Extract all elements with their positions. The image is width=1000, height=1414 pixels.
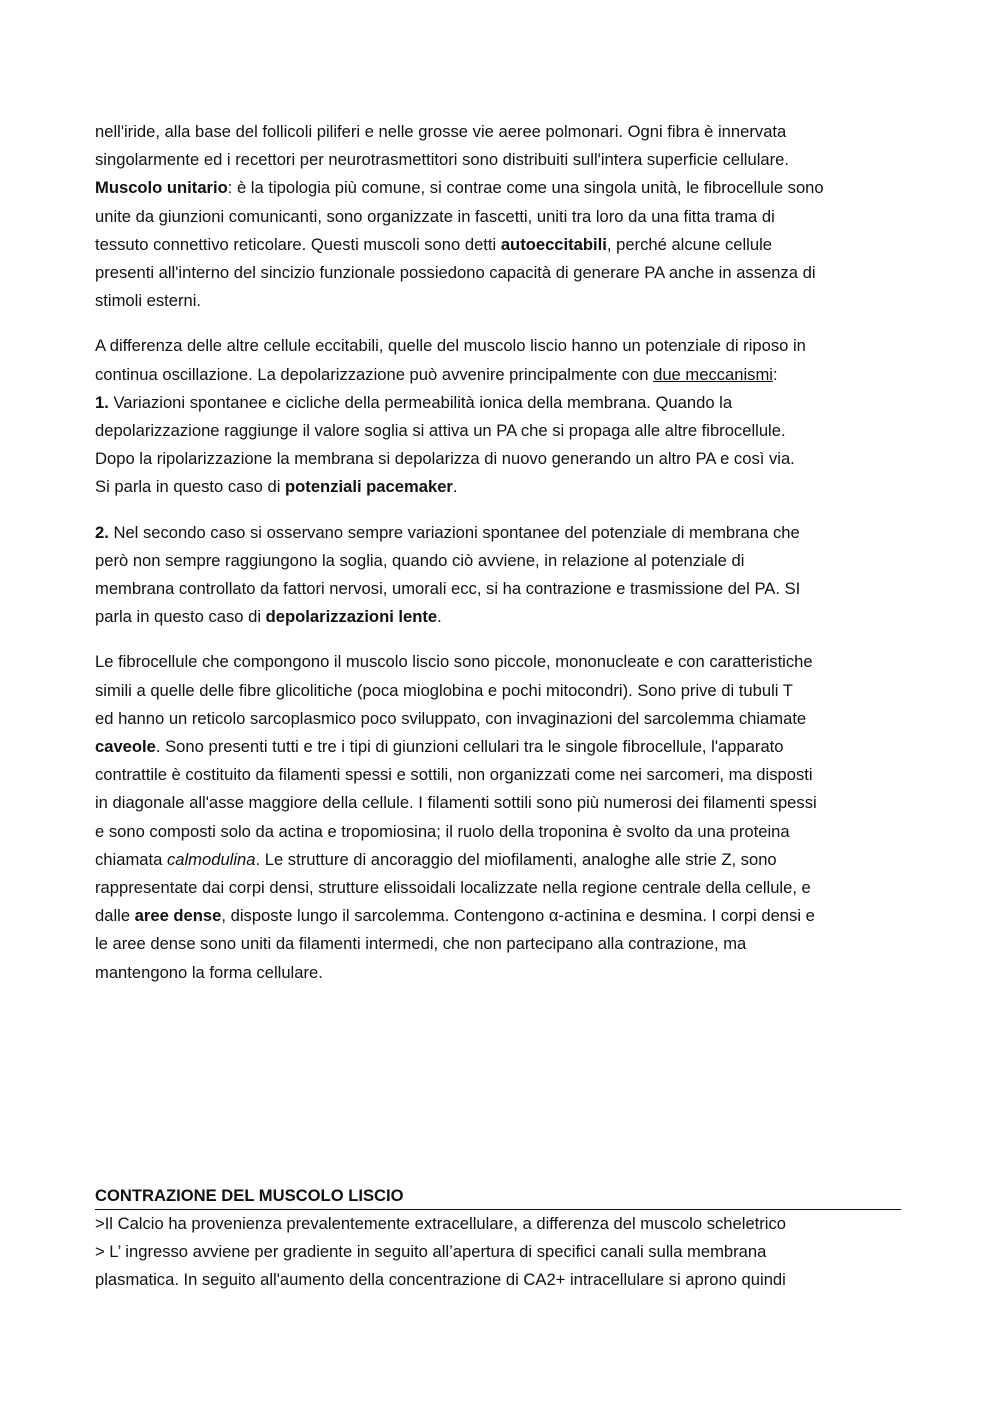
text-segment: in diagonale all'asse maggiore della cellule. I filamenti sottili sono più numerosi dei filamenti spessi <box>95 793 817 813</box>
text-segment: tessuto connettivo reticolare. Questi muscoli sono detti <box>95 234 501 254</box>
text-segment: Si parla in questo caso di <box>95 477 286 497</box>
text-segment: , disposte lungo il sarcolemma. Contengono α-actinina e desmina. I corpi densi e <box>221 906 815 926</box>
text-segment: . Sono presenti tutti e tre i tipi di giunzioni cellulari tra le singole fibrocellule, l'apparato <box>155 737 784 757</box>
paragraph <box>95 519 907 632</box>
text-segment: . Le strutture di ancoraggio del miofilamenti, analoghe alle strie Z, sono <box>255 849 777 869</box>
text-segment: rappresentate dai corpi densi, strutture elissoidali localizzate nella regione centrale della cellule, e <box>95 878 811 898</box>
bold-term: 2. <box>95 522 109 542</box>
text-line <box>95 874 907 902</box>
text-segment: ed hanno un reticolo sarcoplasmico poco sviluppato, con invaginazioni del sarcolemma chiamate <box>95 708 807 728</box>
text-segment: depolarizzazione raggiunge il valore soglia si attiva un PA che si propaga alle altre fibrocellule. <box>95 421 786 441</box>
text-segment: , perché alcune cellule <box>606 234 772 254</box>
bold-term: aree dense <box>134 906 222 926</box>
text-segment: Le fibrocellule che compongono il muscolo liscio sono piccole, mononucleate e con caratteristiche <box>95 652 813 672</box>
text-segment: membrana controllato da fattori nervosi, umorali ecc, si ha contrazione e trasmissione del PA. SI <box>95 579 801 599</box>
text-line <box>95 648 907 676</box>
text-segment: chiamata <box>95 849 167 869</box>
text-line <box>95 789 907 817</box>
text-segment: singolarmente ed i recettori per neurotrasmettitori sono distribuiti sull'intera superficie cellulare. <box>95 150 789 170</box>
section-line: > L’ ingresso avviene per gradiente in seguito all’apertura di specifici canali sulla membrana <box>95 1242 767 1262</box>
text-line <box>95 547 907 575</box>
text-segment: : <box>773 364 778 384</box>
text-segment: contrattile è costituito da filamenti spessi e sottili, non organizzati come nei sarcomeri, ma disposti <box>95 765 813 785</box>
italic-term: calmodulina <box>166 849 256 869</box>
text-line <box>95 761 907 789</box>
text-segment: parla in questo caso di <box>95 607 266 627</box>
paragraph <box>95 332 907 501</box>
text-segment: simili a quelle delle fibre glicolitiche (poca mioglobina e pochi mitocondri). Sono prive di tubuli T <box>95 680 793 700</box>
text-segment: però non sempre raggiungono la soglia, quando ciò avviene, in relazione al potenziale di <box>95 550 745 570</box>
text-line <box>95 332 907 360</box>
text-line <box>95 818 907 846</box>
text-line <box>95 705 907 733</box>
text-segment: : è la tipologia più comune, si contrae come una singola unità, le fibrocellule sono <box>227 178 824 198</box>
text-line <box>95 902 907 930</box>
text-line <box>95 231 907 259</box>
text-line <box>95 473 907 501</box>
text-segment: A differenza delle altre cellule eccitabili, quelle del muscolo liscio hanno un potenziale di riposo in <box>95 336 806 356</box>
text-line <box>95 603 907 631</box>
text-segment: presenti all'interno del sincizio funzionale possiedono capacità di generare PA anche in assenza di <box>95 263 816 283</box>
text-line <box>95 389 907 417</box>
text-segment: e sono composti solo da actina e tropomiosina; il ruolo della troponina è svolto da una proteina <box>95 821 790 841</box>
bold-term: autoeccitabili <box>500 234 607 254</box>
text-line <box>95 445 907 473</box>
text-segment: dalle <box>95 906 135 926</box>
text-line <box>95 846 907 874</box>
text-line <box>95 930 907 958</box>
bold-term: caveole <box>95 737 156 757</box>
text-segment: Nel secondo caso si osservano sempre variazioni spontanee del potenziale di membrana che <box>108 522 800 542</box>
section-line: plasmatica. In seguito all'aumento della concentrazione di CA2+ intracellulare si aprono quindi <box>95 1270 786 1290</box>
text-segment: Variazioni spontanee e cicliche della permeabilità ionica della membrana. Quando la <box>108 392 733 412</box>
section-heading: CONTRAZIONE DEL MUSCOLO LISCIO <box>95 1183 901 1210</box>
text-line <box>95 174 907 202</box>
text-line <box>95 146 907 174</box>
text-segment: stimoli esterni. <box>95 291 202 311</box>
text-line <box>95 959 907 987</box>
bold-term: potenziali pacemaker <box>285 477 453 497</box>
section-line: >Il Calcio ha provenienza prevalentemente extracellulare, a differenza del muscolo scheletrico <box>95 1214 787 1233</box>
paragraph <box>95 648 907 986</box>
text-segment: le aree dense sono uniti da filamenti intermedi, che non partecipano alla contrazione, ma <box>95 934 747 954</box>
text-line <box>95 677 907 705</box>
text-segment: unite da giunzioni comunicanti, sono organizzate in fascetti, uniti tra loro da una fitta trama di <box>95 206 775 226</box>
bold-term: 1. <box>95 392 109 412</box>
text-line <box>95 259 907 287</box>
text-segment: Dopo la ripolarizzazione la membrana si depolarizza di nuovo generando un altro PA e così via. <box>95 449 795 469</box>
bold-term: Muscolo unitario <box>95 178 228 198</box>
text-line <box>95 287 907 315</box>
text-line <box>95 203 907 231</box>
text-line <box>95 361 907 389</box>
text-segment: continua oscillazione. La depolarizzazione può avvenire principalmente con <box>95 364 654 384</box>
text-line <box>95 575 907 603</box>
body-text <box>95 118 907 1004</box>
underlined-term: due meccanismi <box>653 364 773 384</box>
text-segment: . <box>452 477 458 497</box>
text-segment: nell'iride, alla base del follicoli piliferi e nelle grosse vie aeree polmonari. Ogni fibra è innervata <box>95 122 787 141</box>
text-line <box>95 118 907 146</box>
paragraph <box>95 118 907 315</box>
bold-term: depolarizzazioni lente <box>265 607 438 627</box>
text-line <box>95 417 907 445</box>
text-line <box>95 519 907 547</box>
text-line <box>95 733 907 761</box>
text-segment: . <box>437 607 442 627</box>
text-segment: mantengono la forma cellulare. <box>95 962 323 982</box>
section-contrazione <box>95 1183 901 1295</box>
